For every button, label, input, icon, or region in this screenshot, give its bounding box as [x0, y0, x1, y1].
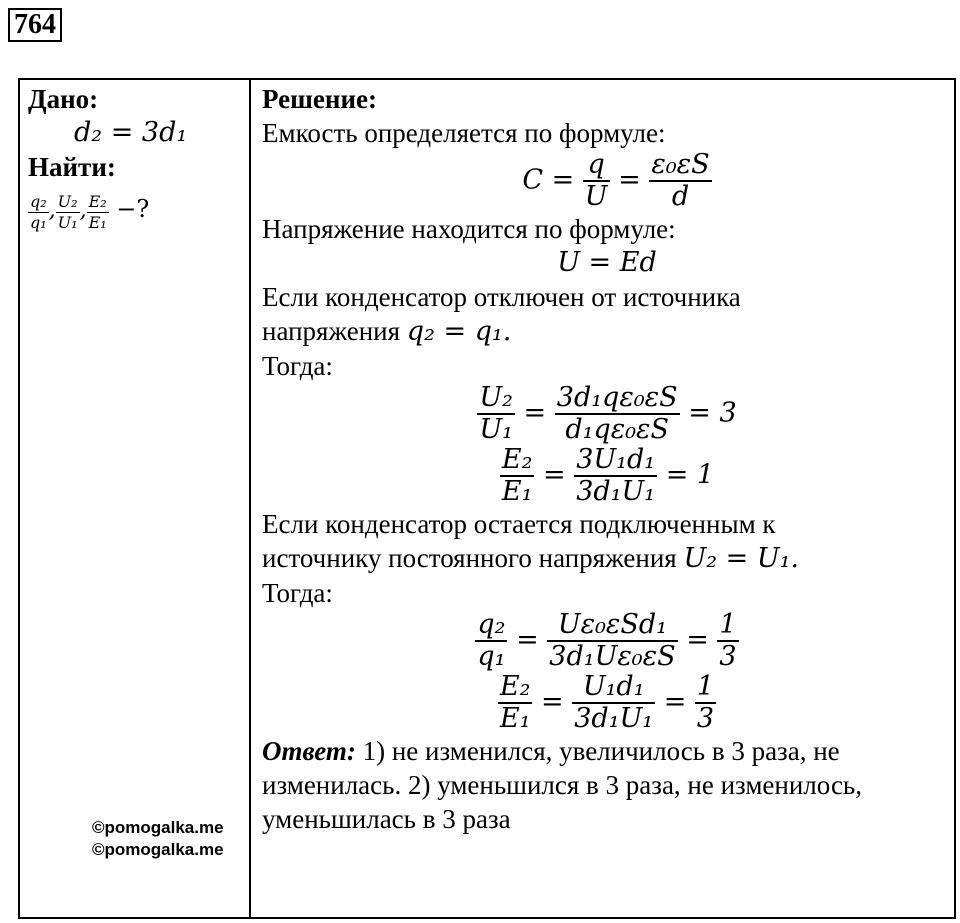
column-divider [249, 78, 251, 919]
problem-number: 764 [8, 8, 62, 42]
find-item-2: $\frac{\text{U₂}}{\text{U₁}}$ [57, 191, 78, 232]
case1-equation-2: $\frac{\text{E₂}}{\text{E₁}}$ = $\frac{\text{3U₁d₁}}{\text{3d₁U₁}}$ = 1 [501, 444, 715, 507]
solution-line-2: Напряжение находится по формуле: [262, 214, 676, 244]
then-label-1: Тогда: [262, 351, 333, 381]
solution-line-3: Если конденсатор отключен от источника [262, 282, 741, 312]
answer-text: 1) не изменился, увеличилось в 3 раза, не изменилась. 2) уменьшился в 3 раза, не изменилось, уменьшилась в 3 раза [262, 736, 862, 834]
find-item-3: $\frac{\text{E₂}}{\text{E₁}}$ [88, 191, 107, 232]
solution-line-6: источнику постоянного напряжения U₂ = U₁. [262, 543, 799, 574]
find-item-1: $\frac{\text{q₂}}{\text{q₁}}$ [30, 191, 47, 232]
find-header: Найти: [28, 152, 116, 182]
solution-column [262, 82, 952, 836]
then-label-2: Тогда: [262, 578, 333, 608]
formula-voltage: U = Ed [557, 247, 657, 278]
answer-label: Ответ: [262, 736, 356, 766]
formula-capacity: C = $\frac{q}{U}$ = $\frac{\text{ε₀εS}}{d}$ [522, 149, 710, 212]
watermark-1: ©pomogalka.me [92, 818, 224, 837]
case2-equation-2: $\frac{\text{E₂}}{\text{E₁}}$ = $\frac{\text{U₁d₁}}{\text{3d₁U₁}}$ = $\frac{1}{3}$ [499, 671, 715, 734]
answer-block [262, 734, 952, 836]
find-suffix: −? [108, 195, 150, 223]
case2-equation-1: $\frac{\text{q₂}}{\text{q₁}}$ = $\frac{\text{Uε₀εSd₁}}{\text{3d₁Uε₀εS}}$ = $\frac{1}{3}$ [477, 609, 737, 672]
solution-header: Решение: [262, 84, 377, 114]
case1-equation-1: $\frac{\text{U₂}}{\text{U₁}}$ = $\frac{\text{3d₁qε₀εS}}{\text{d₁qε₀εS}}$ = 3 [479, 382, 737, 445]
find-list: $\frac{\text{q₂}}{\text{q₁}}$ , $\frac{\text{U₂}}{\text{U₁}}$ , $\frac{\text{E₂}}{\text{E₁}}$ −? [30, 191, 150, 232]
solution-line-5: Если конденсатор остается подключенным к [262, 509, 776, 539]
watermark-2: ©pomogalka.me [92, 840, 224, 859]
given-header: Дано: [28, 84, 99, 114]
given-column [28, 82, 248, 237]
solution-line-4: напряжения q₂ = q₁. [262, 316, 512, 347]
solution-line-1: Емкость определяется по формуле: [262, 118, 666, 148]
given-condition: d₂ = 3d₁ [74, 117, 188, 148]
